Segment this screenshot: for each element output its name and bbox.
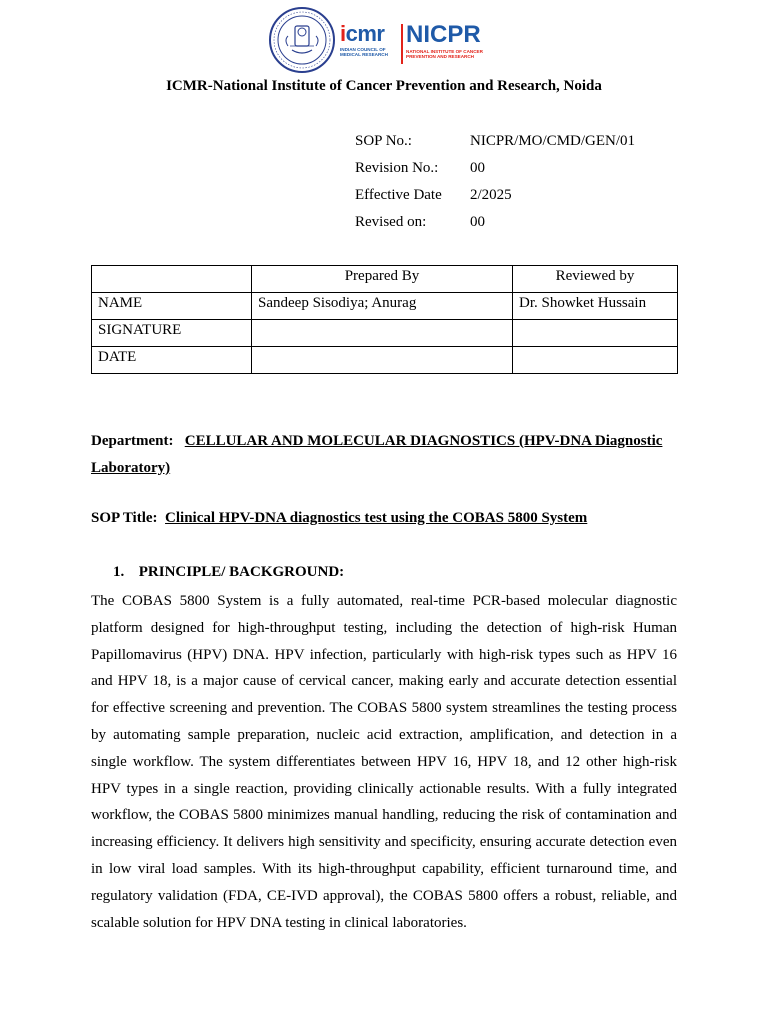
meta-label: Revised on: (355, 214, 427, 230)
meta-value: NICPR/MO/CMD/GEN/01 (470, 133, 636, 149)
sop-title-value: Clinical HPV-DNA diagnostics test using the COBAS 5800 System (165, 510, 588, 526)
icmr-logo-subtitle: INDIAN COUNCIL OF MEDICAL RESEARCH (340, 47, 388, 57)
table-header-cell: Reviewed by (513, 266, 678, 293)
meta-row-effective-date (355, 186, 635, 213)
table-cell-prepared (252, 320, 513, 347)
icmr-logo-text: icmr (340, 21, 385, 46)
section-number: 1. (113, 564, 125, 580)
section-body: The COBAS 5800 System is a fully automated, real-time PCR-based molecular diagnostic platform designed for high-throughput testing, including the detection of high-risk Human Papillomavirus (HPV) DNA. HPV infection, particularly with high-risk types such as HPV 16 and HPV 18, is a major cause of cervical cancer, making early and accurate detection essential for effective screening and prevention. The COBAS 5800 system streamlines the testing process by automating sample preparation, nucleic acid extraction, amplification, and detection in a single workflow. The system differentiates between HPV 16, HPV 18, and 12 other high-risk HPV types in a single reaction, providing clinically actionable results. With a fully integrated workflow, the COBAS 5800 minimizes manual handling, reducing the risk of contamination and increasing efficiency. It delivers high sensitivity and specificity, ensuring accurate detection even in low viral load samples. With its high-throughput capability, efficient turnaround time, and regulatory validation (FDA, CE-IVD approval), the COBAS 5800 offers a robust, reliable, and scalable solution for HPV DNA testing in clinical laboratories. (91, 593, 677, 931)
table-row (92, 347, 678, 374)
table-cell-prepared (252, 347, 513, 374)
table-row-label: SIGNATURE (92, 320, 252, 347)
section-title: PRINCIPLE/ BACKGROUND: (138, 564, 345, 580)
table-row (92, 293, 678, 320)
signature-table (91, 265, 678, 374)
sop-title-label: SOP Title: (91, 510, 158, 526)
meta-value: 00 (470, 160, 485, 176)
meta-row-sop-no (355, 132, 635, 159)
icmr-logo (340, 22, 400, 66)
table-cell-reviewed (513, 347, 678, 374)
meta-value: 00 (470, 214, 485, 230)
meta-row-revision-no (355, 159, 635, 186)
meta-value: 2/2025 (470, 187, 512, 203)
national-emblem-seal-icon (268, 6, 336, 74)
meta-label: Effective Date (355, 187, 442, 203)
header-logos (268, 6, 508, 76)
table-row (92, 320, 678, 347)
sop-metadata (355, 132, 635, 240)
department-label: Department: (91, 433, 174, 449)
meta-row-revised-on (355, 213, 635, 240)
table-row-label: NAME (92, 293, 252, 320)
meta-label: Revision No.: (355, 160, 439, 176)
table-header-cell: Prepared By (252, 266, 513, 293)
table-cell-reviewed: Dr. Showket Hussain (513, 293, 678, 320)
institute-title: ICMR-National Institute of Cancer Prevention and Research, Noida (166, 78, 602, 94)
table-cell-reviewed (513, 320, 678, 347)
logo-divider (401, 24, 403, 64)
nicpr-logo (406, 22, 506, 66)
department-line (91, 428, 681, 482)
table-row-label: DATE (92, 347, 252, 374)
nicpr-logo-subtitle: NATIONAL INSTITUTE OF CANCER PREVENTION AND RESEARCH (406, 49, 483, 59)
nicpr-logo-text: NICPR (406, 21, 481, 48)
meta-label: SOP No.: (355, 133, 412, 149)
table-header-cell (92, 266, 252, 293)
sop-title-line (91, 509, 681, 527)
table-header-row (92, 266, 678, 293)
department-value: CELLULAR AND MOLECULAR DIAGNOSTICS (HPV-DNA Diagnostic Laboratory) (91, 433, 663, 476)
table-cell-prepared: Sandeep Sisodiya; Anurag (252, 293, 513, 320)
section-heading (113, 563, 344, 581)
